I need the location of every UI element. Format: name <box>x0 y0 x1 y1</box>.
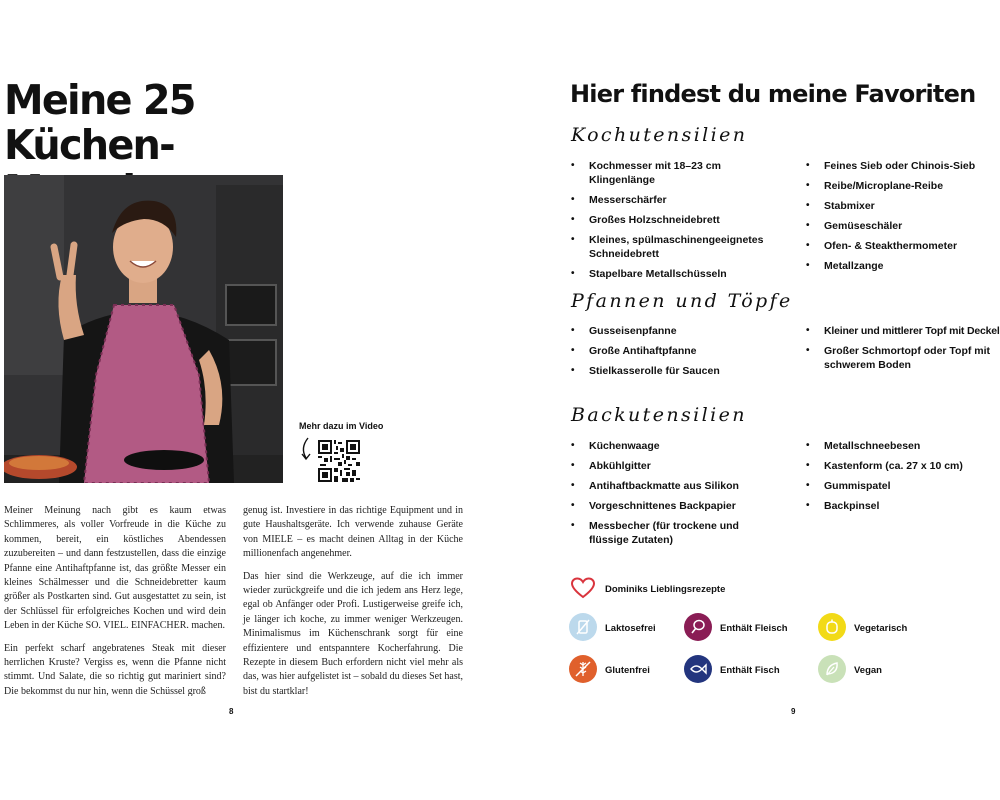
list-kochutensilien-left <box>571 159 781 287</box>
list-item: • Stielkasserolle für Saucen <box>571 364 781 378</box>
list-item: • Stabmixer <box>806 199 1000 213</box>
body-text-column-2 <box>243 504 463 707</box>
meat-icon <box>684 613 712 641</box>
section-heading-pfannen: Pfannen und Töpfe <box>571 290 793 312</box>
list-item: • Ofen- & Steakthermometer <box>806 239 1000 253</box>
body-paragraph: Meiner Meinung nach gibt es kaum etwas Schlimmeres, als voller Vorfreude in die Küche zu kommen, bereit, ein köstliches Abendessen zuzubereiten – und dann festzustellen, dass die einzige Pfanne eine Antihaftpfanne ist, das größte Messer ein kleines Schälmesser und die Schneidebretter kaum größer als Postkarten sind. Gut ausgestattet zu sein, ist der Schlüssel für erfolgreiches Kochen und wird dein Leben in der Küche SO. VIEL. EINFACHER. machen. <box>4 505 226 632</box>
legend-vegetarian-label: Vegetarisch <box>854 623 908 634</box>
section-heading-backutensilien: Backutensilien <box>571 404 747 426</box>
lactose-free-icon <box>569 613 597 641</box>
section-heading-kochutensilien: Kochutensilien <box>571 124 748 146</box>
curved-arrow-icon <box>298 436 320 464</box>
list-item: • Gummispatel <box>806 479 1000 493</box>
chef-illustration <box>4 175 283 483</box>
list-kochutensilien-right <box>806 159 1000 279</box>
list-item: • Backpinsel <box>806 499 1000 513</box>
list-item: • Großes Holzschneidebrett <box>571 213 781 227</box>
legend-lactose-free-label: Laktosefrei <box>605 623 656 634</box>
list-item: • Vorgeschnittenes Backpapier <box>571 499 781 513</box>
list-item: • Küchenwaage <box>571 439 781 453</box>
body-paragraph: Ein perfekt scharf angebratenes Steak mit dieser herrlichen Kruste? Vergiss es, wenn die Pfanne nicht stimmt. Und Salate, die so richtig gut mariniert sind? Die bekommst du nur hin, wenn die Schüssel groß <box>4 642 226 696</box>
heart-icon <box>571 577 595 599</box>
vegan-icon <box>818 655 846 683</box>
list-item: • Gemüseschäler <box>806 219 1000 233</box>
video-label: Mehr dazu im Video <box>299 421 384 431</box>
body-paragraph: genug ist. Investiere in das richtige Equipment und in gute Haushaltsgeräte. Ich verwende zuhause Geräte von MIELE – es macht deinen Alltag in der Küche millionenfach angenehmer. <box>243 505 463 560</box>
list-item: • Messbecher (für trockene und flüssige Zutaten) <box>571 519 781 547</box>
list-backutensilien-right <box>806 439 1000 519</box>
list-item: • Reibe/Microplane-Reibe <box>806 179 1000 193</box>
list-item: • Gusseisenpfanne <box>571 324 781 338</box>
list-item: • Messerschärfer <box>571 193 781 207</box>
list-item: • Große Antihaftpfanne <box>571 344 781 358</box>
legend-gluten-free-label: Glutenfrei <box>605 665 650 676</box>
list-item: • Großer Schmortopf oder Topf mit schwerem Boden <box>806 344 1000 372</box>
list-item: • Antihaftbackmatte aus Silikon <box>571 479 781 493</box>
list-item: • Metallzange <box>806 259 1000 273</box>
list-item: • Kleiner und mittlerer Topf mit Deckel <box>806 324 1000 338</box>
qr-code-icon[interactable] <box>318 440 360 482</box>
list-item: • Kleines, spülmaschinengeeignetes Schneidebrett <box>571 233 781 261</box>
body-text-column-1 <box>4 504 226 696</box>
list-item: • Abkühlgitter <box>571 459 781 473</box>
vegetarian-icon <box>818 613 846 641</box>
page-number-left: 8 <box>229 707 234 716</box>
list-item: • Metallschneebesen <box>806 439 1000 453</box>
favorites-title: Hier findest du meine Favoriten <box>570 80 976 108</box>
gluten-free-icon <box>569 655 597 683</box>
legend-fish-label: Enthält Fisch <box>720 665 780 676</box>
list-item: • Kastenform (ca. 27 x 10 cm) <box>806 459 1000 473</box>
legend-vegan-label: Vegan <box>854 665 882 676</box>
body-paragraph: Das hier sind die Werkzeuge, auf die ich immer wieder zurückgreife und die ich jedem ans Herz lege, egal ob Anfänger oder Profi. Lustigerweise greife ich, je länger ich koche, zu immer weniger Werkzeugen. Minimalismus im Küchenschrank sorgt für eine effizientere und entspanntere Kocherfahrung. Die Rezepte in diesem Buch erfordern nicht viel mehr als das, was hier aufgelistet ist – sobald du dieses Set hast, bist du startklar! <box>243 570 463 697</box>
list-item: • Stapelbare Metallschüsseln <box>571 267 781 281</box>
fish-icon <box>684 655 712 683</box>
list-pfannen-left <box>571 324 781 384</box>
chef-photo <box>4 175 283 483</box>
page-number-right: 9 <box>791 707 796 716</box>
list-backutensilien-left <box>571 439 781 553</box>
list-item: • Kochmesser mit 18–23 cm Klingenlänge <box>571 159 781 187</box>
legend-meat-label: Enthält Fleisch <box>720 623 788 634</box>
legend-favorites-label: Dominiks Lieblingsrezepte <box>605 584 726 595</box>
title-line-1: Meine 25 Küchen- <box>4 76 195 169</box>
list-item: • Feines Sieb oder Chinois-Sieb <box>806 159 1000 173</box>
list-pfannen-right <box>806 324 1000 378</box>
